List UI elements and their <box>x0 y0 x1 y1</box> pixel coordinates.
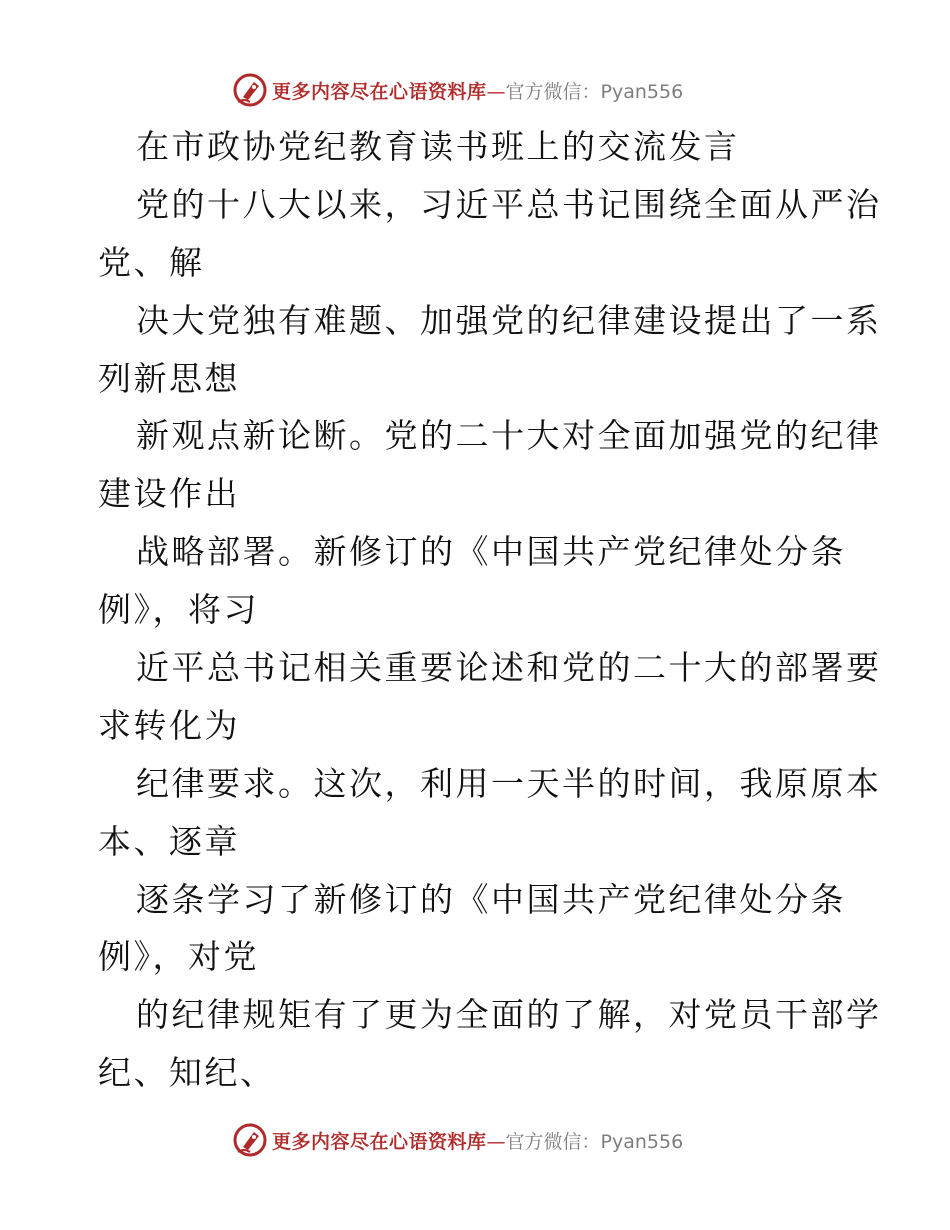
header-banner <box>232 70 683 110</box>
footer-promo-text: 更多内容尽在心语资料库 <box>272 1130 487 1153</box>
paragraph-line: 的纪律规矩有了更为全面的了解，对党员干部学 <box>136 995 882 1035</box>
footer-banner <box>232 1120 683 1160</box>
paragraph-line: 纪、知纪、 <box>98 1053 276 1093</box>
pen-nib-logo-icon <box>232 72 268 108</box>
paragraph-line: 新观点新论断。党的二十大对全面加强党的纪律 <box>136 416 882 456</box>
document-title: 在市政协党纪教育读书班上的交流发言 <box>136 127 740 166</box>
paragraph-line: 建设作出 <box>98 474 240 514</box>
paragraph-line: 例》，将习 <box>98 590 259 630</box>
pen-nib-logo-icon <box>232 1122 268 1158</box>
paragraph-line: 党、解 <box>98 242 205 282</box>
paragraph-line: 纪律要求。这次，利用一天半的时间，我原原本 <box>136 763 882 803</box>
paragraph-line: 逐条学习了新修订的《中国共产党纪律处分条 <box>136 879 846 919</box>
footer-separator: — <box>486 1130 506 1153</box>
paragraph-line: 列新思想 <box>98 358 240 398</box>
paragraph-line: 战略部署。新修订的《中国共产党纪律处分条 <box>136 532 846 572</box>
paragraph-line: 本、逐章 <box>98 821 240 861</box>
footer-contact-text: 官方微信：Pyan556 <box>505 1130 684 1153</box>
header-contact-text: 官方微信：Pyan556 <box>505 80 684 103</box>
paragraph-line: 求转化为 <box>98 705 240 745</box>
paragraph-line: 党的十八大以来，习近平总书记围绕全面从严治 <box>136 184 882 224</box>
paragraph-line: 近平总书记相关重要论述和党的二十大的部署要 <box>136 648 882 688</box>
header-separator: — <box>486 80 506 103</box>
header-promo-text: 更多内容尽在心语资料库 <box>272 80 487 103</box>
paragraph-line: 决大党独有难题、加强党的纪律建设提出了一系 <box>136 300 882 340</box>
document-body <box>98 118 882 1102</box>
paragraph-line: 例》，对党 <box>98 937 259 977</box>
